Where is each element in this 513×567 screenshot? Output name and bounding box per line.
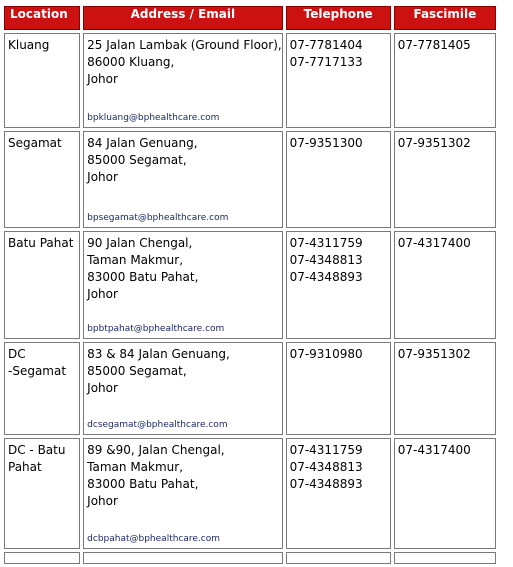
location-line: Batu Pahat	[8, 236, 74, 250]
cell-address	[83, 438, 282, 549]
address-line: Johor	[87, 72, 118, 86]
address-line: 83 & 84 Jalan Genuang,	[87, 347, 230, 361]
address-line: 25 Jalan Lambak (Ground Floor),	[87, 38, 282, 52]
email-link[interactable]: bpsegamat@bphealthcare.com	[87, 213, 229, 223]
address-line: Johor	[87, 287, 118, 301]
fax-number: 07-9351302	[397, 347, 471, 361]
fax-number: 07-4317400	[397, 236, 471, 250]
email-link[interactable]: bpbtpahat@bphealthcare.com	[87, 324, 225, 334]
telephone-number: 07-4311759	[289, 236, 363, 250]
cell-telephone	[286, 131, 391, 228]
fax-number: 07-4317400	[397, 443, 471, 457]
address-line: Johor	[87, 494, 118, 508]
cell-fax	[394, 231, 496, 339]
cell-location	[4, 342, 80, 435]
address-line: Johor	[87, 170, 118, 184]
telephone-number: 07-4348813	[289, 253, 363, 267]
table-row	[4, 33, 496, 128]
cell-location	[4, 438, 80, 549]
cell-fax	[394, 131, 496, 228]
address-line: 84 Jalan Genuang,	[87, 136, 198, 150]
cell-telephone	[286, 438, 391, 549]
table-header-row	[4, 6, 496, 30]
telephone-number: 07-4311759	[289, 443, 363, 457]
telephone-number: 07-9310980	[289, 347, 363, 361]
address-line: Taman Makmur,	[87, 460, 184, 474]
address-line: 83000 Batu Pahat,	[87, 477, 199, 491]
address-line: Johor	[87, 381, 118, 395]
location-line: Kluang	[8, 38, 50, 52]
telephone-number: 07-7781404	[289, 38, 363, 52]
cell-telephone	[286, 33, 391, 128]
header-location: Location	[4, 6, 80, 30]
cell-empty	[286, 552, 391, 564]
location-line: Segamat	[8, 136, 62, 150]
cell-location	[4, 33, 80, 128]
email-link[interactable]: dcbpahat@bphealthcare.com	[87, 534, 221, 544]
telephone-number: 07-4348893	[289, 477, 363, 491]
location-line: -Segamat	[8, 364, 67, 378]
cell-empty	[394, 552, 496, 564]
table-row	[4, 438, 496, 549]
cell-fax	[394, 342, 496, 435]
table-row	[4, 342, 496, 435]
table-body	[4, 33, 496, 564]
address-line: 85000 Segamat,	[87, 364, 187, 378]
telephone-number: 07-4348813	[289, 460, 363, 474]
header-address-email: Address / Email	[83, 6, 282, 30]
cell-address	[83, 131, 282, 228]
header-fax: Fascimile	[394, 6, 496, 30]
cell-location	[4, 231, 80, 339]
location-line: Pahat	[8, 460, 42, 474]
fax-number: 07-7781405	[397, 38, 471, 52]
cell-telephone	[286, 231, 391, 339]
address-line: 86000 Kluang,	[87, 55, 175, 69]
cell-fax	[394, 438, 496, 549]
cell-address	[83, 231, 282, 339]
address-line: 89 &90, Jalan Chengal,	[87, 443, 225, 457]
address-line: Taman Makmur,	[87, 253, 184, 267]
cell-fax	[394, 33, 496, 128]
cell-address	[83, 342, 282, 435]
cell-empty	[4, 552, 80, 564]
cell-telephone	[286, 342, 391, 435]
telephone-number: 07-9351300	[289, 136, 363, 150]
fax-number: 07-9351302	[397, 136, 471, 150]
branch-contact-table	[1, 3, 499, 567]
address-line: 85000 Segamat,	[87, 153, 187, 167]
table-row	[4, 131, 496, 228]
location-line: DC - Batu	[8, 443, 66, 457]
table-row	[4, 231, 496, 339]
table-row-partial	[4, 552, 496, 564]
header-telephone: Telephone	[286, 6, 391, 30]
email-link[interactable]: dcsegamat@bphealthcare.com	[87, 420, 228, 430]
telephone-number: 07-7717133	[289, 55, 363, 69]
location-line: DC	[8, 347, 26, 361]
email-link[interactable]: bpkluang@bphealthcare.com	[87, 113, 220, 123]
cell-empty	[83, 552, 282, 564]
telephone-number: 07-4348893	[289, 270, 363, 284]
cell-location	[4, 131, 80, 228]
cell-address	[83, 33, 282, 128]
address-line: 83000 Batu Pahat,	[87, 270, 199, 284]
address-line: 90 Jalan Chengal,	[87, 236, 193, 250]
